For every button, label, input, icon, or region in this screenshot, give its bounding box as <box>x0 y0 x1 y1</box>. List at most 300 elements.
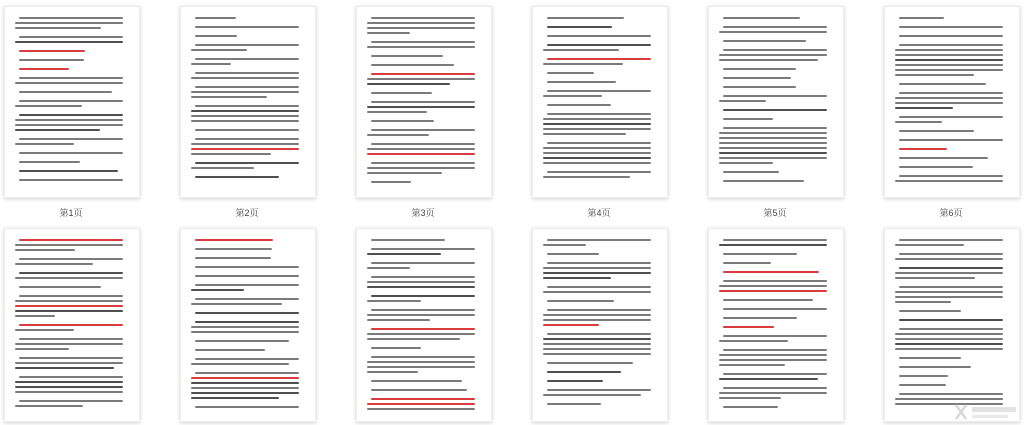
text-line <box>19 272 123 274</box>
text-line <box>19 68 69 70</box>
text-line <box>191 363 289 365</box>
text-line <box>19 258 123 260</box>
page-thumbnail-1[interactable] <box>4 6 140 198</box>
text-line <box>195 162 299 164</box>
text-line <box>543 277 611 279</box>
text-line <box>19 376 123 378</box>
text-line <box>367 106 475 108</box>
text-line <box>371 380 462 382</box>
text-line <box>719 354 827 356</box>
text-line <box>723 299 813 301</box>
text-line <box>191 143 299 145</box>
text-line <box>191 110 299 112</box>
text-line <box>723 77 791 79</box>
text-line <box>367 408 475 410</box>
text-line <box>723 68 796 70</box>
text-line <box>19 170 118 172</box>
text-line <box>899 175 1003 177</box>
text-line <box>895 296 1003 298</box>
text-line <box>723 86 796 88</box>
text-line <box>723 406 778 408</box>
text-line <box>899 17 944 19</box>
text-line <box>371 398 475 400</box>
text-line <box>547 81 616 83</box>
text-line <box>895 338 1003 340</box>
text-line <box>723 373 827 375</box>
text-line <box>543 128 651 130</box>
text-line <box>191 387 299 389</box>
page-thumbnail-10[interactable] <box>532 228 668 422</box>
text-line <box>543 63 623 65</box>
text-line <box>723 118 773 120</box>
text-line <box>543 314 651 316</box>
text-line <box>19 36 123 38</box>
text-line <box>895 54 1003 56</box>
text-line <box>723 95 827 97</box>
text-line <box>547 58 651 60</box>
text-line <box>367 148 475 150</box>
text-line <box>367 338 460 340</box>
text-line <box>895 69 1003 71</box>
text-line <box>19 152 123 154</box>
page-text-lines <box>357 7 491 197</box>
text-line <box>547 253 599 255</box>
text-line <box>15 367 114 369</box>
page-thumbnail-6[interactable] <box>884 6 1020 198</box>
text-line <box>367 319 430 321</box>
text-line <box>195 17 236 19</box>
text-line <box>191 397 279 399</box>
text-line <box>191 148 299 150</box>
text-line <box>19 17 123 19</box>
text-line <box>899 92 1003 94</box>
text-line <box>19 239 123 241</box>
text-line <box>19 400 123 402</box>
text-line <box>19 50 85 52</box>
text-line <box>19 77 123 79</box>
page-label: 第2页 <box>235 208 259 218</box>
text-line <box>543 319 651 321</box>
text-line <box>723 280 827 282</box>
text-line <box>899 166 973 168</box>
text-line <box>547 309 651 311</box>
text-line <box>367 153 475 155</box>
text-line <box>723 239 827 241</box>
text-line <box>895 277 975 279</box>
text-line <box>19 100 123 102</box>
text-line <box>895 291 1003 293</box>
text-line <box>895 244 964 246</box>
text-line <box>191 153 271 155</box>
text-line <box>895 343 1003 345</box>
text-line <box>195 275 299 277</box>
text-line <box>371 248 475 250</box>
text-line <box>895 74 974 76</box>
page-text-lines <box>709 229 843 421</box>
text-line <box>195 248 272 250</box>
text-line <box>547 44 651 46</box>
text-line <box>15 129 100 131</box>
text-line <box>15 386 123 388</box>
text-line <box>371 17 475 19</box>
text-line <box>547 239 651 241</box>
text-line <box>719 378 818 380</box>
text-line <box>15 41 123 43</box>
page-text-lines <box>357 229 491 421</box>
page-thumbnail-11[interactable] <box>708 228 844 422</box>
text-line <box>895 398 1003 400</box>
text-line <box>543 324 599 326</box>
text-line <box>547 35 651 37</box>
text-line <box>15 348 69 350</box>
text-line <box>547 362 633 364</box>
text-line <box>367 78 475 80</box>
text-line <box>191 377 299 379</box>
text-line <box>899 35 1003 37</box>
text-line <box>723 109 827 111</box>
page-text-lines <box>181 7 315 197</box>
text-line <box>371 239 445 241</box>
text-line <box>371 101 475 103</box>
text-line <box>543 394 641 396</box>
text-line <box>723 387 827 389</box>
text-line <box>15 22 123 24</box>
text-line <box>19 179 123 181</box>
page-thumbnail-2[interactable] <box>180 6 316 198</box>
text-line <box>899 130 974 132</box>
page-label: 第4页 <box>587 208 611 218</box>
page-thumbnail-5[interactable] <box>708 6 844 198</box>
text-line <box>899 357 961 359</box>
text-line <box>719 54 827 56</box>
text-line <box>899 375 948 377</box>
text-line <box>367 27 475 29</box>
text-line <box>899 239 1003 241</box>
text-line <box>195 239 273 241</box>
text-line <box>895 121 942 123</box>
text-line <box>719 100 766 102</box>
text-line <box>543 118 651 120</box>
text-line <box>723 326 774 328</box>
text-line <box>899 267 1003 269</box>
text-line <box>19 286 101 288</box>
text-line <box>899 366 971 368</box>
text-line <box>543 348 651 350</box>
text-line <box>371 41 475 43</box>
text-line <box>719 31 827 33</box>
page-text-lines <box>885 7 1019 197</box>
page-text-lines <box>533 7 667 197</box>
text-line <box>547 104 611 106</box>
text-line <box>723 349 827 351</box>
text-line <box>547 72 594 74</box>
text-line <box>195 266 299 268</box>
page-label: 第1页 <box>59 208 83 218</box>
text-line <box>719 290 827 292</box>
text-line <box>367 22 475 24</box>
text-line <box>367 167 475 169</box>
text-line <box>547 300 614 302</box>
text-line <box>899 148 947 150</box>
text-line <box>367 361 475 363</box>
page-thumbnail-9[interactable] <box>356 228 492 422</box>
text-line <box>543 176 630 178</box>
text-line <box>19 91 112 93</box>
text-line <box>371 55 443 57</box>
text-line <box>195 257 271 259</box>
text-line <box>15 405 83 407</box>
text-line <box>367 46 475 48</box>
text-line <box>543 162 651 164</box>
text-line <box>895 348 1003 350</box>
text-line <box>895 59 1003 61</box>
text-line <box>543 244 586 246</box>
text-line <box>543 152 651 154</box>
text-line <box>15 300 123 302</box>
text-line <box>15 305 123 307</box>
text-line <box>195 340 289 342</box>
text-line <box>191 77 299 79</box>
text-line <box>899 319 1003 321</box>
text-line <box>719 392 827 394</box>
text-line <box>895 333 1003 335</box>
text-line <box>543 338 651 340</box>
page-text-lines <box>885 229 1019 421</box>
text-line <box>367 366 475 368</box>
text-line <box>899 116 1003 118</box>
text-line <box>15 381 123 383</box>
text-line <box>191 96 267 98</box>
text-line <box>15 315 55 317</box>
text-line <box>191 115 299 117</box>
text-line <box>899 286 1003 288</box>
text-line <box>723 253 797 255</box>
text-line <box>371 295 475 297</box>
text-line <box>371 328 475 330</box>
text-line <box>547 262 651 264</box>
text-line <box>547 26 612 28</box>
text-line <box>371 389 467 391</box>
page-thumbnail-4[interactable] <box>532 6 668 198</box>
text-line <box>723 40 806 42</box>
text-line <box>195 138 299 140</box>
text-line <box>19 357 123 359</box>
text-line <box>15 105 82 107</box>
text-line <box>895 180 1003 182</box>
text-line <box>895 102 1003 104</box>
text-line <box>899 44 1003 46</box>
text-line <box>723 17 800 19</box>
text-line <box>547 380 603 382</box>
text-line <box>371 262 475 264</box>
text-line <box>191 91 299 93</box>
text-line <box>899 384 946 386</box>
text-line <box>195 58 299 60</box>
text-line <box>195 35 237 37</box>
text-line <box>19 295 123 297</box>
text-line <box>547 171 651 173</box>
text-line <box>195 406 299 408</box>
text-line <box>367 83 450 85</box>
text-line <box>15 244 123 246</box>
text-line <box>15 82 123 84</box>
text-line <box>19 161 80 163</box>
text-line <box>191 326 299 328</box>
text-line <box>543 49 619 51</box>
text-line <box>543 267 651 269</box>
text-line <box>543 123 651 125</box>
text-line <box>19 59 84 61</box>
text-line <box>719 285 827 287</box>
text-line <box>367 371 418 373</box>
text-line <box>723 180 804 182</box>
page-text-lines <box>5 7 139 197</box>
page-label: 第6页 <box>939 208 963 218</box>
text-line <box>195 129 299 131</box>
text-line <box>719 59 818 61</box>
text-line <box>371 356 475 358</box>
text-line <box>895 258 1003 260</box>
text-line <box>19 138 123 140</box>
text-line <box>371 309 475 311</box>
page-text-lines <box>181 229 315 421</box>
page-thumbnail-8[interactable] <box>180 228 316 422</box>
text-line <box>191 167 254 169</box>
text-line <box>367 32 410 34</box>
text-line <box>899 253 1003 255</box>
text-line <box>899 26 1003 28</box>
text-line <box>899 157 988 159</box>
text-line <box>895 49 1003 51</box>
text-line <box>543 157 651 159</box>
text-line <box>371 64 454 66</box>
text-line <box>195 284 299 286</box>
text-line <box>195 358 299 360</box>
text-line <box>895 64 1003 66</box>
text-line <box>895 97 1003 99</box>
text-line <box>371 276 475 278</box>
text-line <box>367 300 421 302</box>
text-line <box>367 281 475 283</box>
logo-watermark-icon <box>950 401 1020 423</box>
text-line <box>543 147 651 149</box>
text-line <box>723 308 827 310</box>
text-line <box>195 72 299 74</box>
text-line <box>895 107 953 109</box>
text-line <box>547 333 651 335</box>
text-line <box>15 277 123 279</box>
text-line <box>719 162 773 164</box>
text-line <box>15 329 74 331</box>
page-thumbnail-7[interactable] <box>4 228 140 422</box>
page-thumbnail-3[interactable] <box>356 6 492 198</box>
text-line <box>895 301 951 303</box>
text-line <box>19 338 123 340</box>
text-line <box>15 362 123 364</box>
text-line <box>723 26 827 28</box>
text-line <box>899 393 1003 395</box>
text-line <box>367 172 442 174</box>
text-line <box>191 63 231 65</box>
text-line <box>195 44 299 46</box>
text-line <box>543 95 602 97</box>
text-line <box>719 397 781 399</box>
text-line <box>191 382 299 384</box>
text-line <box>371 347 421 349</box>
text-line <box>367 267 410 269</box>
text-line <box>371 120 434 122</box>
text-line <box>719 137 827 139</box>
text-line <box>547 286 651 288</box>
text-line <box>547 403 601 405</box>
page-thumbnail-12[interactable] <box>884 228 1020 422</box>
page-text-lines <box>709 7 843 197</box>
page-label: 第3页 <box>411 208 435 218</box>
text-line <box>895 272 1003 274</box>
text-line <box>723 262 771 264</box>
text-line <box>371 181 411 183</box>
text-line <box>367 314 475 316</box>
text-line <box>15 119 123 121</box>
text-line <box>719 359 827 361</box>
text-line <box>543 343 651 345</box>
text-line <box>723 127 827 129</box>
text-line <box>367 134 429 136</box>
text-line <box>191 303 282 305</box>
text-line <box>543 133 626 135</box>
text-line <box>547 17 624 19</box>
text-line <box>899 83 986 85</box>
text-line <box>195 26 299 28</box>
text-line <box>719 340 788 342</box>
text-line <box>547 90 651 92</box>
text-line <box>19 324 123 326</box>
page-text-lines <box>533 229 667 421</box>
text-line <box>191 289 244 291</box>
text-line <box>719 142 827 144</box>
text-line <box>367 253 441 255</box>
text-line <box>195 86 299 88</box>
text-line <box>543 353 651 355</box>
text-line <box>719 244 827 246</box>
text-line <box>719 152 827 154</box>
text-line <box>191 120 299 122</box>
text-line <box>547 371 621 373</box>
text-line <box>15 27 101 29</box>
text-line <box>191 49 247 51</box>
text-line <box>15 391 123 393</box>
text-line <box>367 111 427 113</box>
text-line <box>899 139 1003 141</box>
text-line <box>723 317 797 319</box>
text-line <box>195 349 265 351</box>
text-line <box>371 73 475 75</box>
text-line <box>543 272 651 274</box>
text-line <box>195 321 299 323</box>
page-text-lines <box>5 229 139 421</box>
page-label: 第5页 <box>763 208 787 218</box>
text-line <box>723 49 827 51</box>
text-line <box>195 298 299 300</box>
text-line <box>195 312 299 314</box>
text-line <box>719 157 827 159</box>
text-line <box>723 271 819 273</box>
text-line <box>195 372 299 374</box>
text-line <box>719 147 827 149</box>
text-line <box>371 92 432 94</box>
text-line <box>15 124 123 126</box>
text-line <box>195 105 299 107</box>
